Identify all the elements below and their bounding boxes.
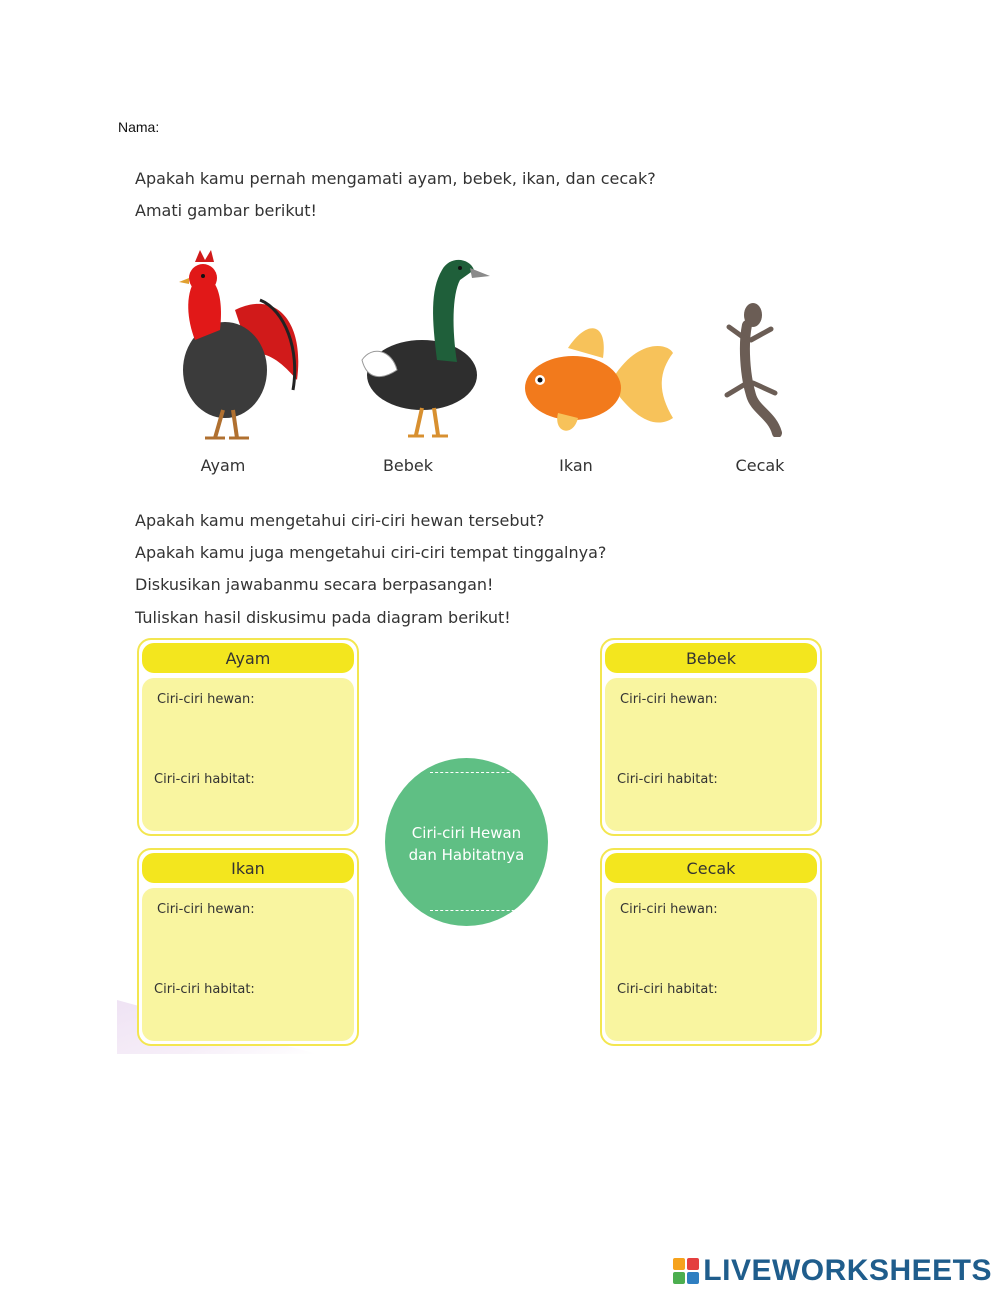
goldfish-illustration [518,318,676,442]
card-body [605,888,817,1041]
name-label: Nama: [118,119,160,135]
card-title: Cecak [605,853,817,883]
liveworksheets-logo [673,1254,992,1288]
animal-label-bebek: Bebek [382,456,434,475]
card-title: Bebek [605,643,817,673]
dashed-line [430,910,530,911]
habitat-label: Ciri-ciri habitat: [154,772,255,787]
animal-label-cecak: Cecak [735,456,785,475]
card-body [142,888,354,1041]
question-2: Apakah kamu juga mengetahui ciri-ciri tempat tinggalnya? [135,543,607,562]
dashed-line [430,772,530,773]
card-ayam [137,638,359,836]
animal-label-ayam: Ayam [200,456,246,475]
habitat-label: Ciri-ciri habitat: [154,982,255,997]
card-ikan [137,848,359,1046]
card-title: Ayam [142,643,354,673]
hewan-label: Ciri-ciri hewan: [620,692,718,707]
hewan-label: Ciri-ciri hewan: [620,902,718,917]
question-4: Tuliskan hasil diskusimu pada diagram berikut! [135,608,511,627]
question-1: Apakah kamu mengetahui ciri-ciri hewan tersebut? [135,511,545,530]
rooster-illustration [165,240,305,445]
center-line-1: Ciri-ciri Hewan [411,824,522,842]
habitat-label: Ciri-ciri habitat: [617,772,718,787]
question-3: Diskusikan jawabanmu secara berpasangan! [135,575,494,594]
intro-question: Apakah kamu pernah mengamati ayam, bebek, ikan, dan cecak? [135,169,656,188]
center-topic-circle [385,758,548,926]
duck-icon [352,250,492,442]
logo-blocks-icon [673,1258,699,1284]
hewan-label: Ciri-ciri hewan: [157,902,255,917]
brand-wordmark: LIVEWORKSHEETS [703,1254,992,1287]
card-body [605,678,817,831]
intro-instruction: Amati gambar berikut! [135,201,317,220]
goldfish-icon [518,318,676,442]
hewan-label: Ciri-ciri hewan: [157,692,255,707]
animal-label-ikan: Ikan [559,456,593,475]
card-body [142,678,354,831]
card-bebek [600,638,822,836]
gecko-illustration [717,295,791,437]
gecko-icon [717,295,791,437]
center-topic-text [385,822,548,866]
habitat-label: Ciri-ciri habitat: [617,982,718,997]
card-cecak [600,848,822,1046]
duck-illustration [352,250,492,442]
rooster-icon [165,240,305,445]
card-title: Ikan [142,853,354,883]
center-line-2: dan Habitatnya [408,846,525,864]
